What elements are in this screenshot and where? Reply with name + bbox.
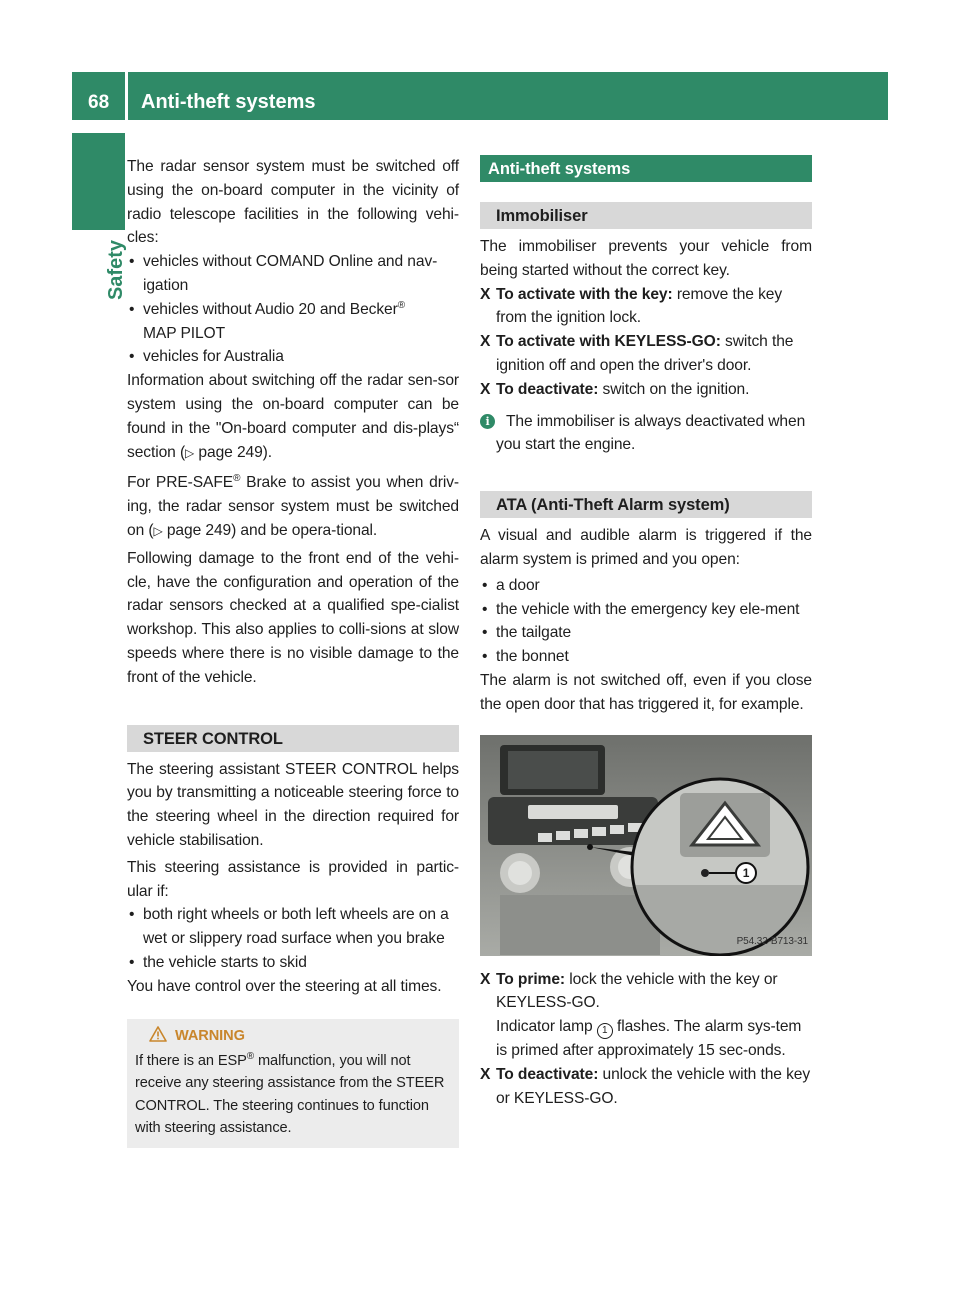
step-activate-keyless xyxy=(480,330,812,378)
paragraph-damage: Following damage to the front end of the vehi-cle, have the configuration and operation of the radar sensors checked at a qualified spe-cialist workshop. This also applies to colli-sions at slow speeds where there is no visible damage to the front of the vehicle. xyxy=(127,549,459,686)
text: Information about switching off the radar sen-sor system using the on-board computer can be found in the "On-board computer and dis-plays“ section ( xyxy=(127,372,459,461)
paragraph-pre-safe xyxy=(127,471,459,543)
section-heading-steer-control: STEER CONTROL xyxy=(127,725,459,752)
page-ref-icon[interactable]: ▷ xyxy=(185,445,195,460)
step-activate-key xyxy=(480,283,812,331)
registered-mark: ® xyxy=(397,299,406,311)
paragraph-steer-2: This steering assistance is provided in partic-ular if: xyxy=(127,858,459,900)
section-heading-immobiliser: Immobiliser xyxy=(480,202,812,229)
step-arrow-icon: X xyxy=(480,380,491,398)
step-deactivate xyxy=(480,378,812,402)
list-item: • both right wheels or both left wheels are on a wet or slippery road surface when you brake xyxy=(127,903,459,951)
side-label: Safety xyxy=(105,240,127,301)
left-column xyxy=(127,155,459,1148)
paragraph-steer-3: You have control over the steering at all times. xyxy=(127,977,442,995)
step-prime xyxy=(480,968,812,1063)
paragraph-info-radar xyxy=(127,369,459,465)
page-ref-link[interactable]: page 249) and be opera-tional. xyxy=(162,521,378,539)
header-title: Anti-theft systems xyxy=(141,91,316,113)
info-text: The immobiliser is always deactivated when you start the engine. xyxy=(496,412,806,454)
header-divider xyxy=(125,72,128,120)
step-label: To deactivate: xyxy=(496,380,599,398)
list-item: • vehicles without COMAND Online and nav-igation xyxy=(127,250,459,298)
step-text: Indicator lamp xyxy=(496,1018,597,1036)
side-tab xyxy=(72,133,125,230)
list-item xyxy=(127,298,459,346)
list-item: • the tailgate xyxy=(480,621,812,645)
step-arrow-icon: X xyxy=(480,1065,491,1083)
info-note xyxy=(480,410,812,458)
info-icon: i xyxy=(480,414,495,429)
list-item: • vehicles for Australia xyxy=(127,345,459,369)
text: malfunction, you will not receive any steering assistance from the STEER CONTROL. The steering continues to function with steering assistance. xyxy=(135,1052,445,1137)
photo-caption: P54.32-B713-31 xyxy=(736,935,808,947)
paragraph-ata: A visual and audible alarm is triggered if the alarm system is primed and you open: xyxy=(480,527,812,568)
list-item-text: vehicles without Audio 20 and Becker xyxy=(143,300,398,318)
warning-title: WARNING xyxy=(175,1027,245,1044)
section-heading-anti-theft: Anti-theft systems xyxy=(480,155,812,182)
callout-1-icon: 1 xyxy=(597,1023,613,1039)
text: Brake to assist you when driv-ing, the radar sensor system must be switched on ( xyxy=(127,474,459,539)
step-label: To prime: xyxy=(496,970,565,988)
step-label: To activate with the key: xyxy=(496,285,673,303)
list-item: • the vehicle with the emergency key ele-ment xyxy=(480,598,812,622)
page-number: 68 xyxy=(88,92,110,113)
warning-text xyxy=(135,1050,449,1140)
text: If there is an ESP xyxy=(135,1052,247,1069)
page-ref-link[interactable]: page 249). xyxy=(194,443,272,461)
photo-callout-number: 1 xyxy=(742,865,750,880)
step-arrow-icon: X xyxy=(480,285,491,303)
warning-triangle-icon xyxy=(149,1026,167,1042)
list-item: • the bonnet xyxy=(480,645,812,669)
section-heading-ata: ATA (Anti-Theft Alarm system) xyxy=(480,491,812,518)
step-text: lock the vehicle with the key or KEYLESS-GO. xyxy=(496,970,778,1012)
step-text: unlock the vehicle with the key or KEYLESS-GO. xyxy=(496,1065,811,1107)
page-ref-icon[interactable]: ▷ xyxy=(153,523,163,538)
dashboard-photo xyxy=(480,735,812,956)
paragraph-immobiliser: The immobiliser prevents your vehicle from being started without the correct key. xyxy=(480,238,812,279)
registered-mark: ® xyxy=(233,473,241,485)
step-deactivate-alarm xyxy=(480,1063,812,1111)
warning-box xyxy=(127,1019,459,1148)
step-text: switch the ignition off and open the driver's door. xyxy=(496,333,794,374)
step-label: To activate with KEYLESS-GO: xyxy=(496,333,721,351)
list-item-text: MAP PILOT xyxy=(143,324,226,342)
list-item: • a door xyxy=(480,574,812,598)
step-label: To deactivate: xyxy=(496,1065,599,1083)
step-text: remove the key from the ignition lock. xyxy=(496,285,783,327)
right-column xyxy=(480,155,812,1111)
step-arrow-icon: X xyxy=(480,333,491,351)
registered-mark: ® xyxy=(246,1051,255,1063)
step-arrow-icon: X xyxy=(480,970,491,988)
list-item: • the vehicle starts to skid xyxy=(127,951,459,975)
dashboard-illustration xyxy=(480,735,812,956)
warning-heading xyxy=(135,1025,449,1047)
text: For PRE-SAFE xyxy=(127,474,234,492)
step-text: flashes. The alarm sys-tem is primed after approximately 15 sec-onds. xyxy=(496,1018,802,1060)
paragraph-radar-switch-off: The radar sensor system must be switched off using the on-board computer in the vicinity of radio telescope facilities in the following vehi-cles: xyxy=(127,158,459,247)
paragraph-steer-1: The steering assistant STEER CONTROL helps you by transmitting a noticeable steering force to the steering wheel in the direction required for vehicle stabilisation. xyxy=(127,760,459,849)
paragraph-alarm-note: The alarm is not switched off, even if you close the open door that has triggered it, for example. xyxy=(480,671,812,713)
step-text: switch on the ignition. xyxy=(598,380,750,398)
